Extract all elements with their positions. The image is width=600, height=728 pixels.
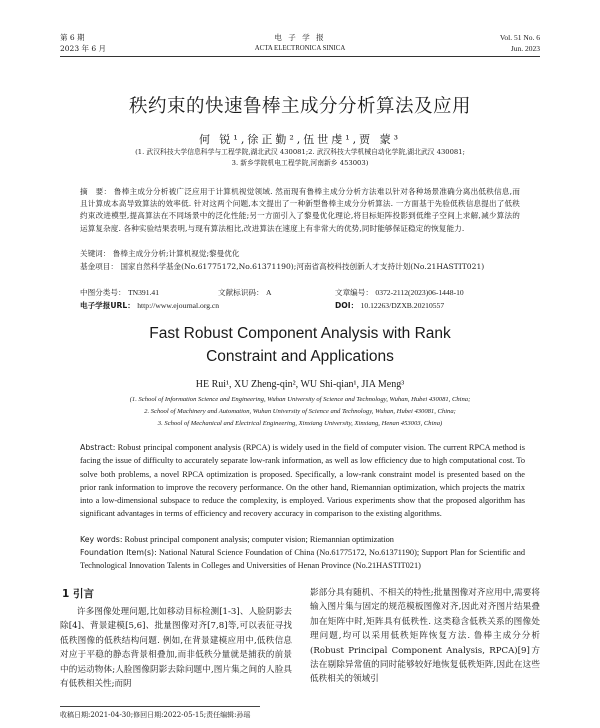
en-keywords-text: Robust principal component analysis; computer vision; Riemannian optimization	[124, 535, 394, 544]
en-fund-label: Foundation Item(s):	[80, 548, 157, 557]
cn-clc-label: 中图分类号：	[80, 288, 126, 297]
en-title-line-2: Constraint and Applications	[206, 348, 394, 365]
cn-doc-value: A	[265, 288, 272, 297]
cn-doc-code	[218, 287, 271, 299]
cn-url	[80, 300, 219, 312]
cn-fund-label: 基金项目：	[80, 262, 118, 271]
footnote-rule	[60, 706, 260, 707]
en-affiliation-3: 3. School of Mechanical and Electrical Engineering, Xinxiang University, Xinxiang, Henan 453003, China)	[157, 420, 443, 427]
en-keywords	[80, 533, 394, 546]
cn-title: 秩约束的快速鲁棒主成分分析算法及应用	[128, 96, 471, 117]
header-rule	[60, 56, 540, 57]
en-affiliation-2: 2. School of Machinery and Automation, Wuhan University of Science and Technology, Wuhan, Hubei 430081, China;	[144, 408, 456, 415]
cn-clc-value: TN391.41	[127, 288, 159, 297]
en-abstract-text: Robust principal component analysis (RPCA) is widely used in the field of computer vision. The current RPCA method is facing the issue of difficulty to accurately separate low-rank information, as well as low efficiency due to high computational cost. To solve both problems, a novel RPCA optimization is proposed. Specifically, a low-rank constraint model is presented based on the prior rank information to improve the recovery performance. On the other hand, Riemannian optimization, which projects the matrix into a low-dimensional subspace to reduce the complexity, is employed. Various experiments show that the proposed algorithm has significant advantages in terms of efficiency and recovery accuracy in comparison to the existing algorithms.	[80, 443, 526, 519]
header-date-en: Jun. 2023	[510, 44, 540, 53]
en-abstract-label: Abstract:	[80, 443, 116, 452]
header-journal-en: ACTA ELECTRONICA SINICA	[254, 45, 346, 52]
en-keywords-label: Key words:	[80, 535, 123, 544]
section-1-left-column: 许多图像处理问题,比如移动目标检测[1-3]、人脸阴影去除[4]、背景建模[5,6]、批量图像对齐[7,8]等,可以表征寻找低秩图像的低秩结构问题. 例如,在背景建模应用中,低秩信息对应于平稳的静态背景相叠加,而非低秩分量就是捕获的前景中的运动物体;人脸图像阴影去除问题中,图片集之间的人脸具有低秩相关性;而阴	[60, 607, 292, 690]
cn-abstract-text: 鲁棒主成分分析被广泛应用于计算机视觉领域. 然而现有鲁棒主成分分析方法难以针对各种场景准确分离出低秩信息,而且计算成本高导致算法的效率低. 针对这两个问题,本文提出了一种新型鲁棒主成分分析算法. 一方面基于先验低秩信息提出了低秩约束改进模型,提高算法在不同场景中的泛化性能;另一方面引入了黎曼优化理论,将目标矩阵投影到低维子空间上求解,减少算法的运算复杂度. 各种实验结果表明,与现有算法相比,改进算法在速度上有非常大的优势,同时能够保证稳定的恢复能力.	[80, 187, 521, 233]
cn-affiliation-1: (1. 武汉科技大学信息科学与工程学院,湖北武汉 430081;2. 武汉科技大学机械自动化学院,湖北武汉 430081;	[135, 148, 465, 156]
cn-article-number	[335, 287, 464, 299]
cn-doi	[335, 300, 444, 312]
header-volume: Vol. 51 No. 6	[499, 33, 540, 42]
en-fund	[80, 546, 525, 572]
section-1-right-column: 影部分具有随机、不相关的特性;批量图像对齐应用中,需要将输入图片集与固定的规范模板图像对齐,因此对齐图片结果叠加在矩阵中时,矩阵具有低秩性. 这类稳含低秩关系的图像处理问题,均可以采用低秩矩阵恢复方法. 鲁棒主成分分析(Robust Principal Component Analysis, RPCA)[9]方法在剔除异常值的同时能够较好地恢复低秩矩阵,因此在这些低秩相关的领域引	[310, 588, 540, 685]
cn-doc-label: 文献标识码：	[218, 288, 264, 297]
cn-affiliation-2: 3. 新乡学院机电工程学院,河南新乡 453003)	[231, 159, 369, 167]
cn-abstract	[80, 186, 520, 235]
en-affiliation-1: (1. School of Information Science and Engineering, Wuhan University of Science and Technology, Wuhan, Hubei 430081, China;	[129, 396, 471, 403]
header-issue-cn: 第 6 期	[60, 33, 85, 42]
header-date-cn: 2023 年 6 月	[60, 44, 107, 53]
header-journal-cn: 电 子 学 报	[274, 33, 326, 42]
en-title-line-1: Fast Robust Component Analysis with Rank	[149, 325, 451, 342]
cn-clc	[80, 287, 159, 299]
cn-doi-value: 10.12263/DZXB.20210557	[360, 301, 445, 310]
cn-art-value: 0372-2112(2023)06-1448-10	[375, 288, 464, 297]
en-authors: HE Rui¹, XU Zheng-qin², WU Shi-qian¹, JIA Meng³	[195, 379, 405, 390]
cn-fund-text: 国家自然科学基金(No.61775172,No.61371190);河南省高校科技创新人才支持计划(No.21HASTIT021)	[120, 262, 485, 271]
cn-art-label: 文章编号：	[335, 288, 373, 297]
cn-url-label: 电子学报URL：	[80, 301, 135, 310]
cn-keywords-text: 鲁棒主成分分析;计算机视觉;黎曼优化	[112, 249, 240, 258]
en-abstract	[80, 441, 525, 521]
cn-authors: 何 锐¹,徐正勤²,伍世虔¹,贾 蒙³	[198, 133, 402, 146]
cn-doi-label: DOI：	[335, 301, 359, 310]
section-1-heading: 1 引言	[62, 588, 94, 600]
footnote-dates: 收稿日期:2021-04-30;修回日期:2022-05-15;责任编辑:孙瑶	[60, 711, 251, 719]
cn-url-link[interactable]: http://www.ejournal.org.cn	[137, 301, 220, 310]
en-fund-text: National Natural Science Foundation of China (No.61775172, No.61371190); Support Plan for Scientific and Technological Innovation Talents in Colleges and Universities of Henan Province (No.21HASTIT021)	[80, 548, 525, 570]
cn-abstract-label: 摘 要：	[80, 187, 112, 196]
cn-fund	[80, 261, 520, 273]
cn-keywords-label: 关键词：	[80, 249, 111, 258]
cn-keywords	[80, 248, 239, 260]
